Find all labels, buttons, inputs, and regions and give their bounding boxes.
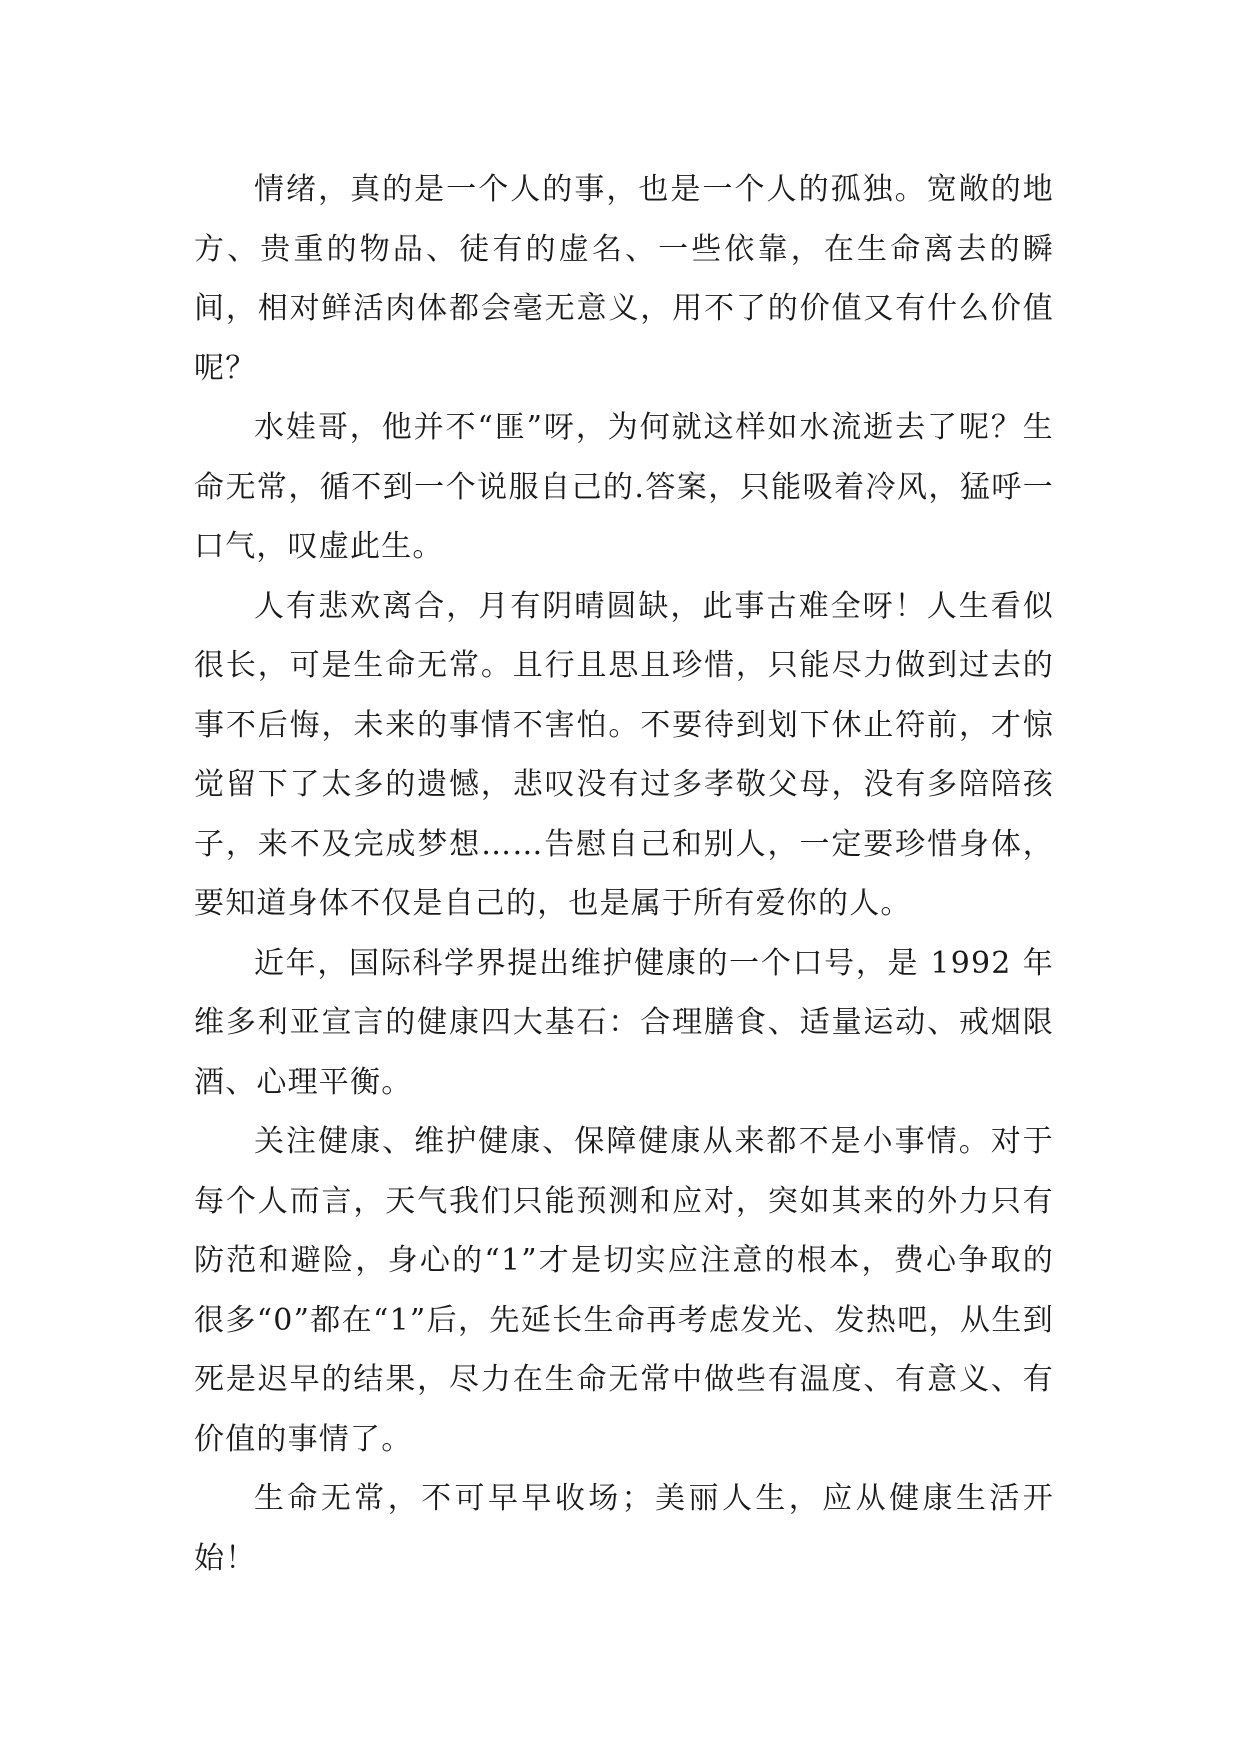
paragraph-5: 关注健康、维护健康、保障健康从来都不是小事情。对于每个人而言，天气我们只能预测和应对，突如其来的外力只有防范和避险，身心的“1”才是切实应注意的根本，费心争取的很多“0”都在“1”后，先延长生命再考虑发光、发热吧，从生到死是迟早的结果，尽力在生命无常中做些有温度、有意义、有价值的事情了。 <box>194 1124 1054 1457</box>
document-body <box>194 160 1054 1588</box>
paragraph-3: 人有悲欢离合，月有阴晴圆缺，此事古难全呀！人生看似很长，可是生命无常。且行且思且珍惜，只能尽力做到过去的事不后悔，未来的事情不害怕。不要待到划下休止符前，才惊觉留下了太多的遗憾，悲叹没有过多孝敬父母，没有多陪陪孩子，来不及完成梦想……告慰自己和别人，一定要珍惜身体，要知道身体不仅是自己的，也是属于所有爱你的人。 <box>194 588 1054 921</box>
paragraph-1: 情绪，真的是一个人的事，也是一个人的孤独。宽敞的地方、贵重的物品、徒有的虚名、一些依靠，在生命离去的瞬间，相对鲜活肉体都会毫无意义，用不了的价值又有什么价值呢？ <box>194 172 1054 386</box>
paragraph-2: 水娃哥，他并不“匪”呀，为何就这样如水流逝去了呢？生命无常，循不到一个说服自己的.答案，只能吸着冷风，猛呼一口气，叹虚此生。 <box>194 410 1054 564</box>
paragraph-6: 生命无常，不可早早收场；美丽人生，应从健康生活开始！ <box>194 1481 1054 1576</box>
paragraph-4: 近年，国际科学界提出维护健康的一个口号，是 1992 年维多利亚宣言的健康四大基石：合理膳食、适量运动、戒烟限酒、心理平衡。 <box>194 945 1054 1100</box>
